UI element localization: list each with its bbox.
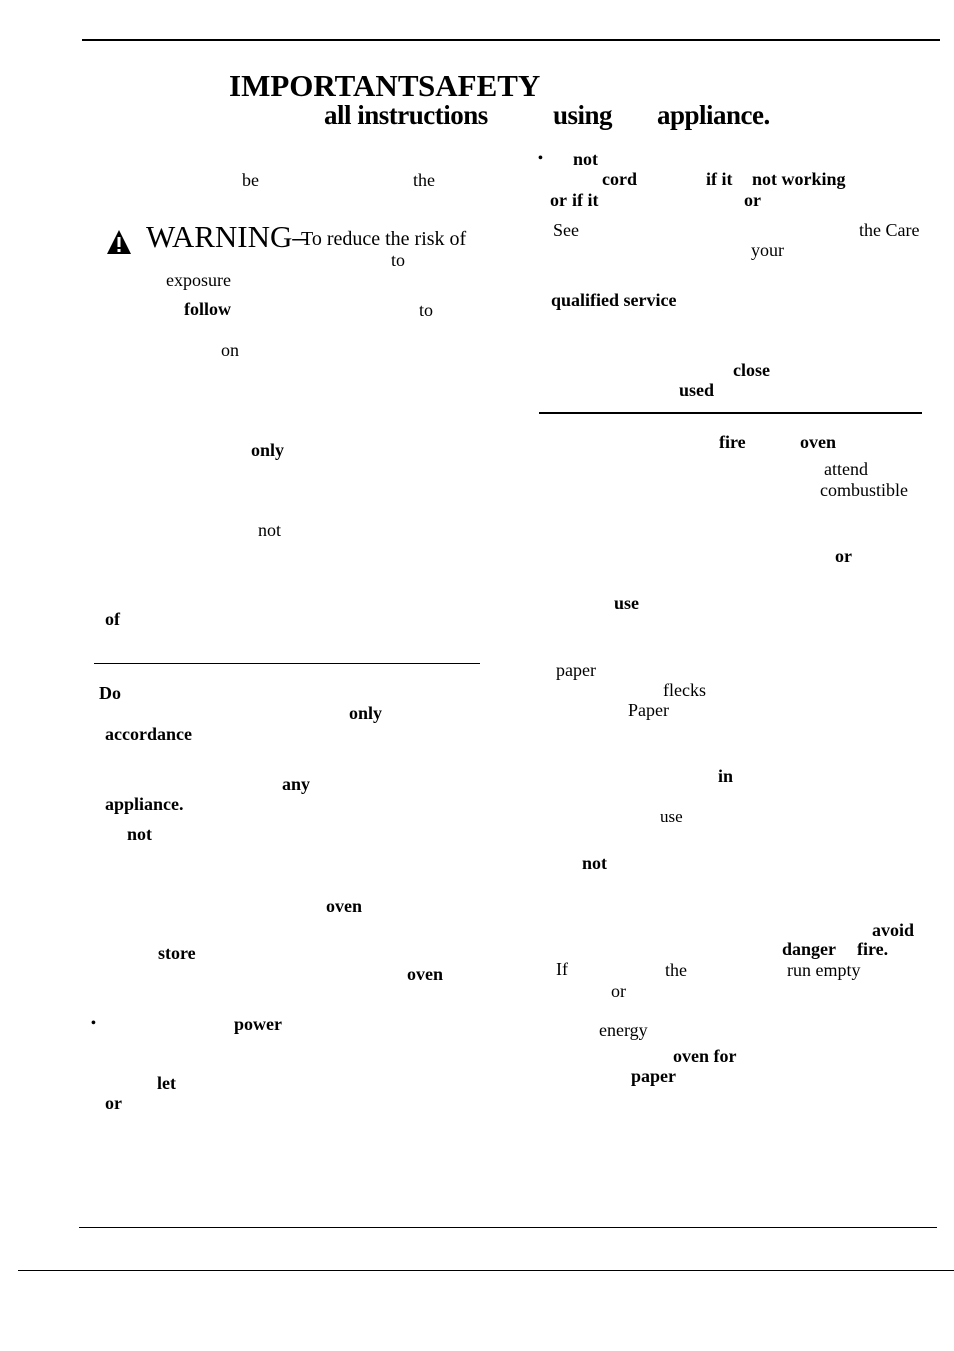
left-word: to [391,250,406,270]
left-word: let [157,1073,176,1093]
heading-all-instructions: all instructions [324,100,488,130]
right-word: fire. [857,939,889,959]
right-word: oven [800,432,836,452]
right-word: combustible [820,480,908,500]
right-word: not [573,149,599,169]
right-word: cord [602,169,637,189]
left-word: not [127,824,153,844]
heading-safety: SAFETY [418,68,541,103]
right-word: close [733,360,770,380]
right-word: the [665,960,687,980]
left-word: not [258,520,282,540]
right-word: or [611,981,626,1001]
right-word: danger [782,939,836,959]
right-word: or [744,190,761,210]
warning-text: To reduce the risk of [301,228,467,250]
right-word: If [556,959,568,979]
right-bullet: • [538,151,543,166]
right-word: or [835,546,852,566]
left-word: appliance. [105,794,184,814]
footer-rule [18,1270,954,1271]
top-rule [82,39,940,41]
left-word: the [413,170,435,190]
left-word: be [242,170,259,190]
left-column-divider [94,663,480,664]
right-word: your [751,240,784,260]
heading-important: IMPORTANT [229,68,419,103]
left-word: exposure [166,270,231,290]
right-word: See [553,220,579,240]
right-word: paper [631,1066,676,1086]
right-word: if it [572,190,599,210]
right-word: run empty [787,960,861,980]
left-word: only [251,440,285,460]
right-word: not [582,853,608,873]
left-bullet: • [91,1016,96,1031]
left-word: accordance [105,724,192,744]
left-word: to [419,300,434,320]
right-word: the Care [859,220,920,240]
warning-label: WARNING– [146,219,308,254]
right-word: used [679,380,715,400]
right-word: or [550,190,567,210]
right-word: use [614,593,640,613]
right-word: not working [752,169,846,189]
right-word: use [660,807,683,826]
left-word: only [349,703,383,723]
right-word: energy [599,1020,648,1040]
right-column-divider [539,412,922,414]
right-word: flecks [663,680,706,700]
left-word: any [282,774,311,794]
right-word: avoid [872,920,915,940]
right-word: fire [719,432,746,452]
right-word: oven for [673,1046,737,1066]
right-word: paper [556,660,596,680]
left-word: Do [99,683,121,703]
warning-triangle-icon [106,229,132,255]
left-word: store [158,943,196,963]
left-word: on [221,340,239,360]
right-word: Paper [628,700,669,720]
right-word: qualified service [551,290,677,310]
bottom-rule [79,1227,937,1228]
left-word: follow [184,299,231,319]
heading-using: using [553,100,613,130]
heading-appliance: appliance. [657,100,770,130]
left-word: oven [326,896,362,916]
right-word: if it [706,169,733,189]
right-word: in [718,766,734,786]
left-word: oven [407,964,443,984]
right-word: attend [824,459,868,479]
left-word: or [105,1093,122,1113]
left-word: power [234,1014,282,1034]
left-word: of [105,609,120,629]
